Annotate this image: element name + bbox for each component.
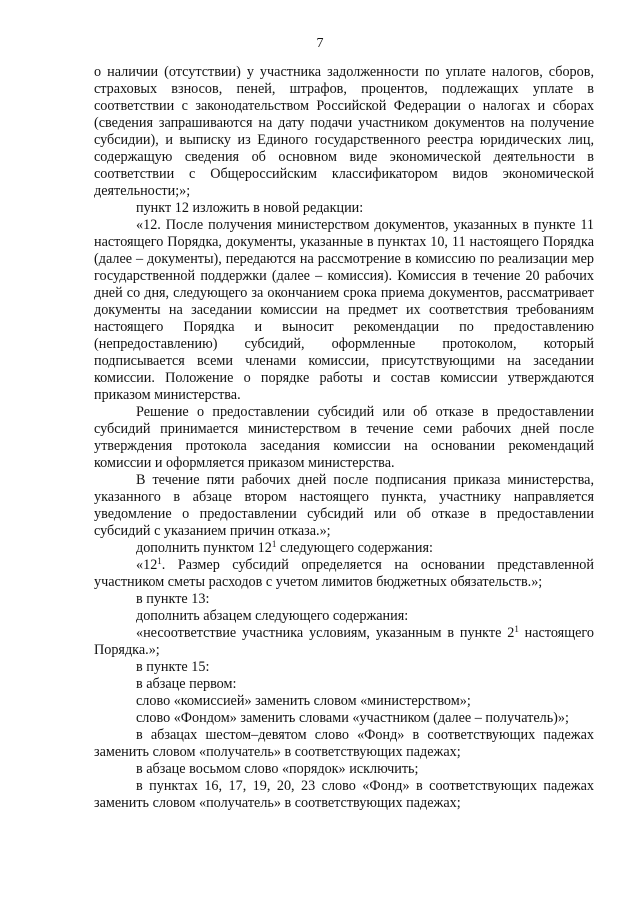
paragraph-text: слово «комиссией» заменить словом «министерством»;: [136, 693, 471, 709]
paragraph-text: в пункте 13:: [136, 591, 210, 607]
paragraph: [94, 676, 594, 693]
paragraph-text: Решение о предоставлении субсидий или об отказе в предоставлении субсидий принимается министерством в течение семи рабочих дней после утверждения протокола заседания комиссии на основании рекомендаций комиссии и оформляется приказом министерства.: [94, 404, 594, 471]
paragraph-text: «12: [136, 557, 158, 573]
paragraph-text: «12. После получения министерством документов, указанных в пункте 11 настоящего Порядка, документы, указанные в пунктах 10, 11 настоящего Порядка (далее – документы), передаются на рассмотрение в комиссию по реализации мер государственной поддержки (далее – комиссия). Комиссия в течение 20 рабочих дней со дня, следующего за окончанием срока приема документов, рассматривает документы на заседании комиссии на предмет их соответствия требованиям настоящего Порядка и выносит рекомендации по предоставлению (непредоставлению) субсидий, оформленные протоколом, который подписывается всеми членами комиссии, присутствующими на заседании комиссии. Положение о порядке работы и состав комиссии утверждаются приказом министерства.: [94, 217, 594, 403]
paragraph: [94, 217, 594, 404]
paragraph-text: в абзаце первом:: [136, 676, 237, 692]
paragraph: [94, 557, 594, 591]
paragraph-text-after: следующего содержания:: [276, 540, 433, 556]
paragraph-text: дополнить пунктом 12: [136, 540, 272, 556]
paragraph-text: в пункте 15:: [136, 659, 210, 675]
paragraph-text: «несоответствие участника условиям, указанным в пункте 2: [136, 625, 515, 641]
paragraph: [94, 472, 594, 540]
paragraph: [94, 625, 594, 659]
paragraph: [94, 693, 594, 710]
paragraph-text: слово «Фондом» заменить словами «участником (далее – получатель)»;: [136, 710, 569, 726]
superscript: 1: [271, 539, 277, 549]
paragraph-text: пункт 12 изложить в новой редакции:: [136, 200, 364, 216]
paragraph: [94, 200, 594, 217]
paragraph: [94, 540, 594, 557]
paragraph-text: в абзацах шестом–девятом слово «Фонд» в соответствующих падежах заменить словом «получатель» в соответствующих падежах;: [94, 727, 594, 760]
paragraph: [94, 591, 594, 608]
paragraph-text: о наличии (отсутствии) у участника задолженности по уплате налогов, сборов, страховых взносов, пеней, штрафов, процентов, подлежащих уплате в соответствии с законодательством Российской Федерации о налогах и сборах (сведения запрашиваются на дату подачи участником документов на получение субсидии), и выписку из Единого государственного реестра юридических лиц, содержащую сведения об основном виде экономической деятельности в соответствии с Общероссийским классификатором видов экономической деятельности;»;: [94, 64, 594, 199]
superscript: 1: [514, 624, 519, 634]
paragraph: [94, 710, 594, 727]
paragraph-text: В течение пяти рабочих дней после подписания приказа министерства, указанного в абзаце втором настоящего пункта, участнику направляется уведомление о предоставлении субсидий или об отказе в предоставлении субсидий с указанием причин отказа.»;: [94, 472, 594, 539]
paragraph: [94, 727, 594, 761]
paragraph-text: дополнить абзацем следующего содержания:: [136, 608, 409, 624]
paragraph-text: в пунктах 16, 17, 19, 20, 23 слово «Фонд» в соответствующих падежах заменить словом «получатель» в соответствующих падежах;: [94, 778, 594, 811]
document-body: [94, 64, 594, 812]
paragraph: [94, 608, 594, 625]
page-number: 7: [316, 36, 324, 51]
paragraph-text-after: настоящего Порядка.»;: [94, 625, 594, 658]
superscript: 1: [157, 556, 162, 566]
paragraph: [94, 404, 594, 472]
paragraph: [94, 761, 594, 778]
paragraph-text-after: . Размер субсидий определяется на основании представленной участником сметы расходов с учетом лимитов бюджетных обязательств.»;: [94, 557, 594, 590]
paragraph: [94, 778, 594, 812]
paragraph: [94, 659, 594, 676]
paragraph: [94, 64, 594, 200]
paragraph-text: в абзаце восьмом слово «порядок» исключить;: [136, 761, 419, 777]
